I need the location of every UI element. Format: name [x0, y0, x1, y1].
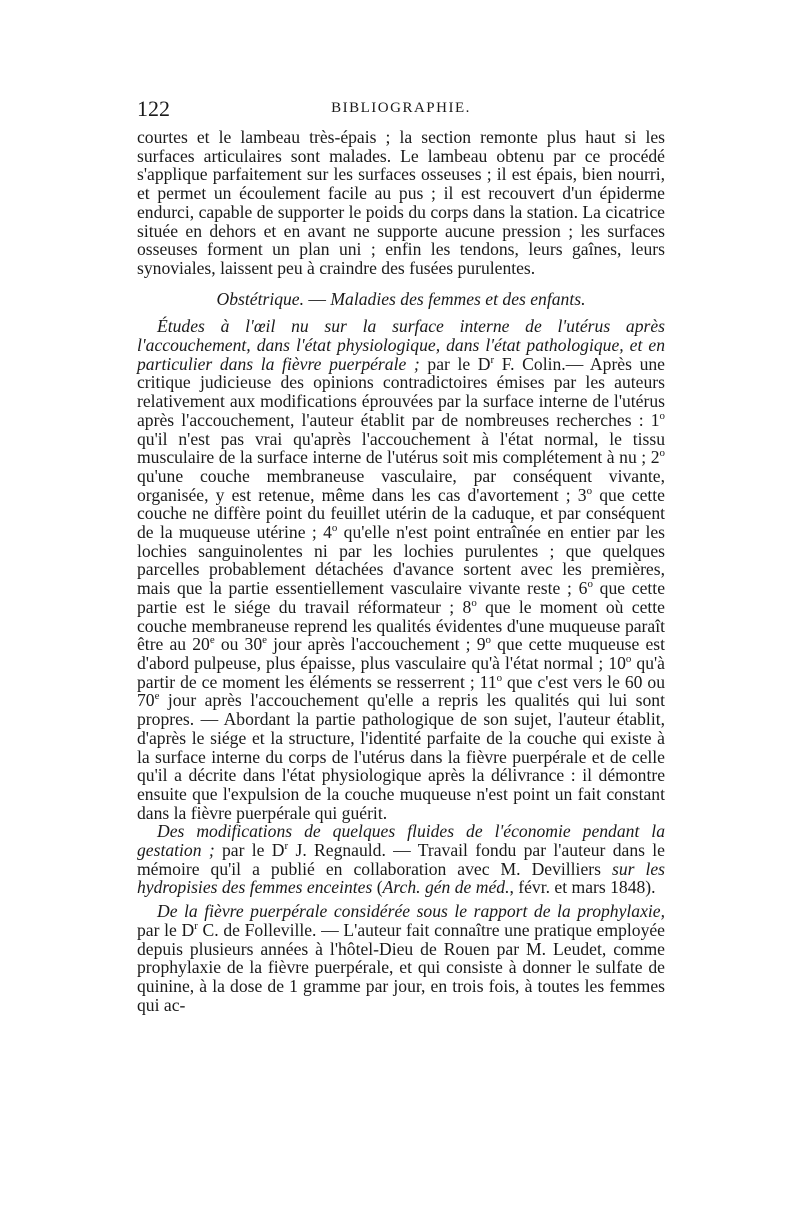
superscript: o — [659, 409, 665, 422]
paragraph-regnauld — [137, 822, 665, 897]
author-name: C. de Folleville. — [197, 919, 317, 940]
superscript: e — [262, 634, 267, 647]
paragraph-text: jour après l'accouchement qu'elle a repris les qualités qui lui sont propres. — Abordant la partie pathologique de son sujet, l'auteur établit, d'après le siége et la structure, l'identité parfaite de la couche qui existe à la surface interne du corps de l'utérus dans la fièvre puerpérale et de celle qu'il a décrite dans l'état physiologique après la délivrance : il démontre ensuite que l'expulsion de la couche muqueuse n'est point un fait constant dans la fièvre puerpérale qui guérit. — [137, 690, 665, 823]
paragraph-text: — Après une critique judicieuse des opinions contradictoires émises par les auteurs relativement aux modifications éprouvées par la surface interne de l'utérus après l'accouchement, l'auteur établit par de nombreuses recherches : 1 — [137, 353, 665, 430]
page-header — [137, 96, 665, 124]
superscript: o — [587, 578, 593, 591]
superscript: r — [490, 353, 495, 366]
article-title: Études à l'œil nu sur la surface interne de l'utérus après l'accouchement, dans l'état physiologique, dans l'état pathologique, et en particulier dans la fièvre puerpérale ; — [137, 316, 665, 374]
author-name: J. Regnauld. — [288, 840, 386, 861]
superscript: o — [659, 447, 665, 460]
paragraph-text: — L'auteur fait connaître une pratique employée depuis plusieurs années à l'hôtel-Dieu de Rouen par M. Leudet, comme prophylaxie de la fièvre puerpérale, et qui consiste à donner le sulfate de quinine, à la dose de 1 gramme par jour, en trois fois, à toutes les femmes qui ac- — [137, 919, 665, 1015]
paragraph-text: jour après l'accouchement ; 9 — [267, 634, 486, 655]
paragraph-text: ( — [372, 877, 383, 898]
paragraph-text: — Travail fondu par l'auteur dans le mémoire qu'il a publié en collaboration avec M. Devilliers — [137, 840, 665, 879]
paragraph-text: que cette muqueuse est d'abord pulpeuse, plus épaisse, plus vasculaire qu'à l'état normal ; 10 — [137, 634, 666, 673]
author-prefix: par le D — [419, 353, 491, 374]
author-prefix: par le D — [137, 919, 195, 940]
page-number: 122 — [137, 96, 170, 121]
running-title: BIBLIOGRAPHIE. — [331, 100, 471, 116]
superscript: o — [625, 653, 632, 666]
superscript: r — [194, 919, 198, 932]
paragraph-text: que cette couche ne diffère point du feuillet utérin de la caduque, et par conséquent de la muqueuse utérine ; 4 — [137, 484, 665, 543]
paragraph-text: que cette partie est le siége du travail réformateur ; 8 — [137, 578, 666, 617]
paragraph-text: qu'il n'est pas vrai qu'après l'accouchement à l'état normal, le tissu musculaire de la surface interne de l'utérus soit mis complétement à nu ; 2 — [137, 428, 665, 468]
paragraph-text: ou 30 — [214, 634, 263, 655]
reference-journal: Arch. gén de méd. — [382, 877, 510, 898]
paragraph-text: courtes et le lambeau très-épais ; la section remonte plus haut si les surfaces articulaires sont malades. Le lambeau obtenu par ce procédé s'applique parfaitement sur les surfaces osseuses ; il est épais, bien nourri, et permet un écoulement facile au pus ; il est recouvert d'un épiderme endurci, capable de supporter le poids du corps dans la station. La cicatrice située en dehors et en avant ne supporte aucune pression ; les surfaces osseuses forment un plan uni ; enfin les tendons, leurs gaînes, leurs synoviales, laissent peu à craindre des fusées purulentes. — [137, 127, 665, 278]
paragraph-text: que le moment où cette couche membraneuse reprend les qualités évidentes d'une muqueuse paraît être au 20 — [137, 596, 665, 655]
superscript: e — [154, 690, 160, 703]
article-title: De la fièvre puerpérale considérée sous le rapport de la prophylaxie, — [157, 901, 665, 922]
superscript: o — [331, 522, 338, 535]
section-heading-part2: Maladies des femmes et des enfants. — [330, 288, 586, 309]
paragraph-text: qu'à partir de ce moment les éléments se resserrent ; 11 — [137, 652, 665, 692]
paragraph-folleville — [137, 902, 665, 1014]
superscript: o — [586, 484, 593, 497]
author-name: F. Colin. — [494, 353, 566, 374]
paragraph-text: qu'elle n'est point entraînée en entier par les lochies sanguinolentes ni par les lochies purulentes ; que quelques parcelles probablement détachées d'avance sortent avec les premières, mais que la partie essentiellement vasculaire vivante reste ; 6 — [137, 522, 665, 599]
section-heading — [137, 290, 665, 309]
paragraph-text: que c'est vers le 60 ou 70 — [137, 671, 665, 711]
article-title: Des modifications de quelques fluides de l'économie pendant la gestation ; — [137, 821, 665, 861]
author-prefix: par le D — [214, 840, 285, 861]
section-heading-dash: — — [304, 288, 331, 309]
paragraph-colin — [137, 317, 665, 822]
page-body — [137, 128, 665, 1014]
superscript: r — [284, 840, 289, 853]
reference-title: sur les hydropisies des femmes enceintes — [137, 858, 666, 898]
paragraph-text: , févr. et mars 1848). — [509, 877, 656, 898]
superscript: e — [209, 634, 215, 647]
superscript: o — [471, 597, 477, 610]
superscript: o — [485, 634, 491, 647]
paragraph-text: qu'une couche membraneuse vasculaire, par conséquent vivante, organisée, y est retenue, même dans les cas d'avortement ; 3 — [137, 465, 665, 505]
section-heading-part1: Obstétrique. — [216, 288, 305, 309]
superscript: o — [496, 671, 503, 684]
paragraph-amputation — [137, 128, 665, 278]
